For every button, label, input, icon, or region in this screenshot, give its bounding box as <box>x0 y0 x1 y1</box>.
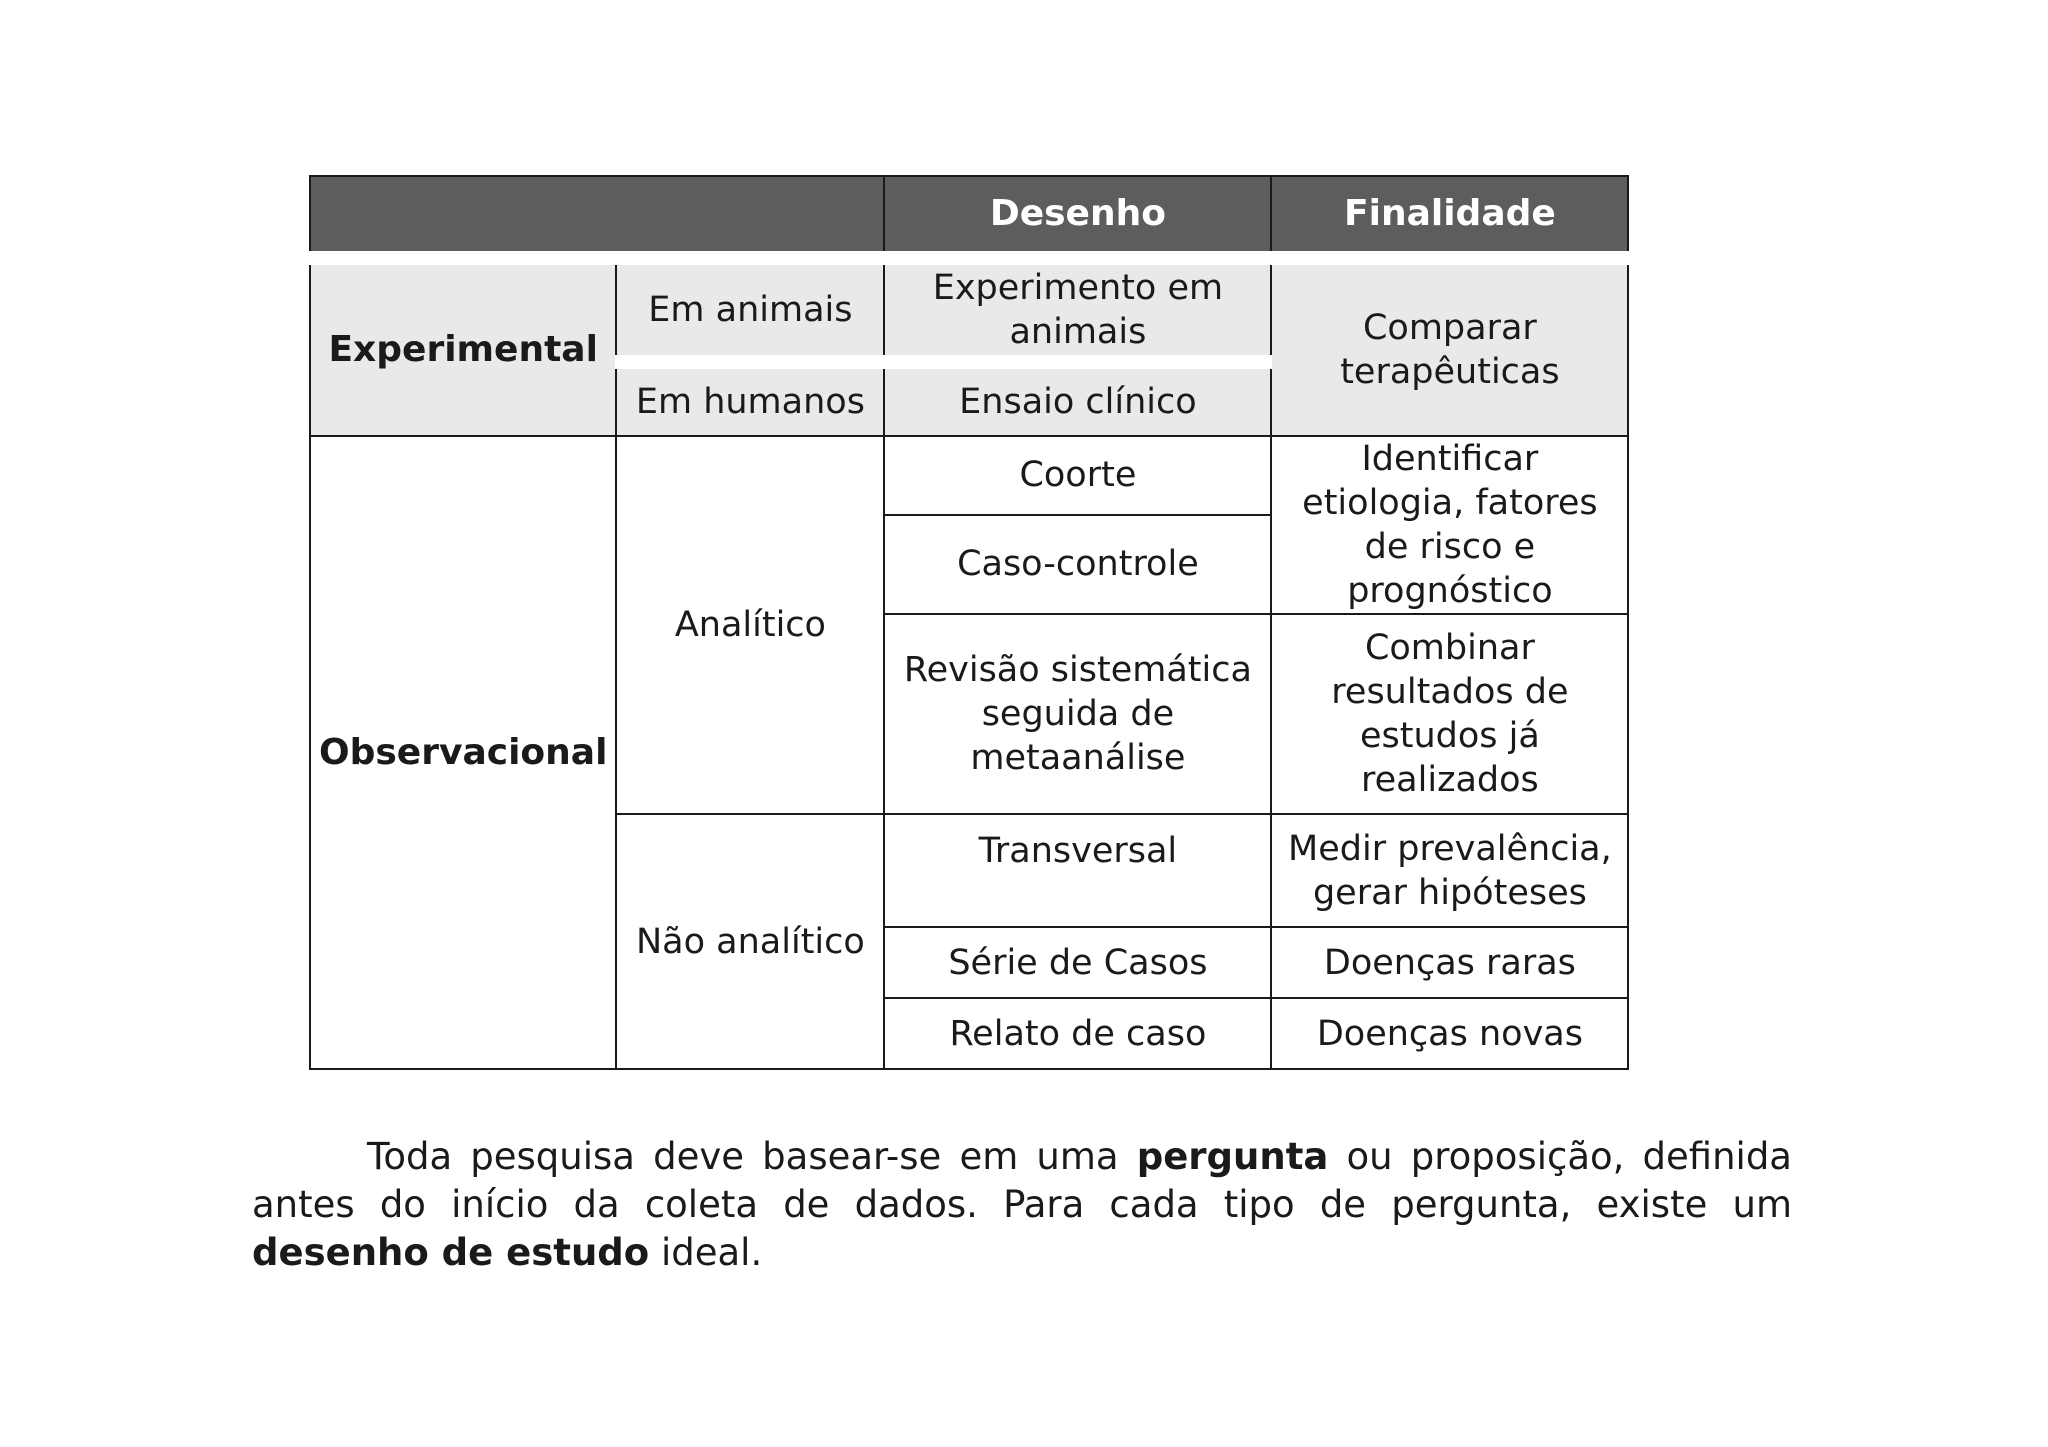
paragraph-bold-desenho-estudo: desenho de estudo <box>252 1231 650 1274</box>
design-relato-caso: Relato de caso <box>884 998 1271 1069</box>
table-row <box>310 258 1628 362</box>
design-caso-controle: Caso-controle <box>884 515 1271 614</box>
subcategory-nao-analitico: Não analítico <box>616 814 884 1069</box>
header-blank-cell <box>310 176 884 258</box>
purpose-identificar-etiologia: Identificar etiologia, fatores de risco e prognóstico <box>1271 436 1628 614</box>
design-revisao-sistematica: Revisão sistemática seguida de metaanálise <box>884 614 1271 814</box>
subcategory-analitico: Analítico <box>616 436 884 814</box>
purpose-doencas-raras: Doenças raras <box>1271 927 1628 998</box>
table-header-row <box>310 176 1628 258</box>
paragraph-bold-pergunta: pergunta <box>1136 1135 1329 1178</box>
subcategory-em-animais: Em animais <box>616 258 884 362</box>
design-transversal: Transversal <box>884 814 1271 927</box>
header-desenho: Desenho <box>884 176 1271 258</box>
design-experimento-animais: Experimento em animais <box>884 258 1271 362</box>
purpose-doencas-novas: Doenças novas <box>1271 998 1628 1069</box>
paragraph-text-3: ideal. <box>649 1231 763 1274</box>
category-experimental: Experimental <box>310 258 616 436</box>
design-serie-casos: Série de Casos <box>884 927 1271 998</box>
paragraph-text-2: ou proposição, definida antes do início da coleta de dados. Para cada tipo de pergunta, existe um <box>252 1135 1792 1226</box>
category-observacional: Observacional <box>310 436 616 1069</box>
subcategory-em-humanos: Em humanos <box>616 362 884 436</box>
paragraph-text-1: Toda pesquisa deve basear-se em uma <box>367 1135 1137 1178</box>
study-design-table <box>309 175 1629 1070</box>
table-row <box>310 436 1628 515</box>
body-paragraph <box>252 1133 1792 1277</box>
purpose-combinar-resultados: Combinar resultados de estudos já realizados <box>1271 614 1628 814</box>
design-ensaio-clinico: Ensaio clínico <box>884 362 1271 436</box>
purpose-comparar-terapeuticas: Comparar terapêuticas <box>1271 258 1628 436</box>
design-coorte: Coorte <box>884 436 1271 515</box>
header-finalidade: Finalidade <box>1271 176 1628 258</box>
purpose-medir-prevalencia: Medir prevalência, gerar hipóteses <box>1271 814 1628 927</box>
